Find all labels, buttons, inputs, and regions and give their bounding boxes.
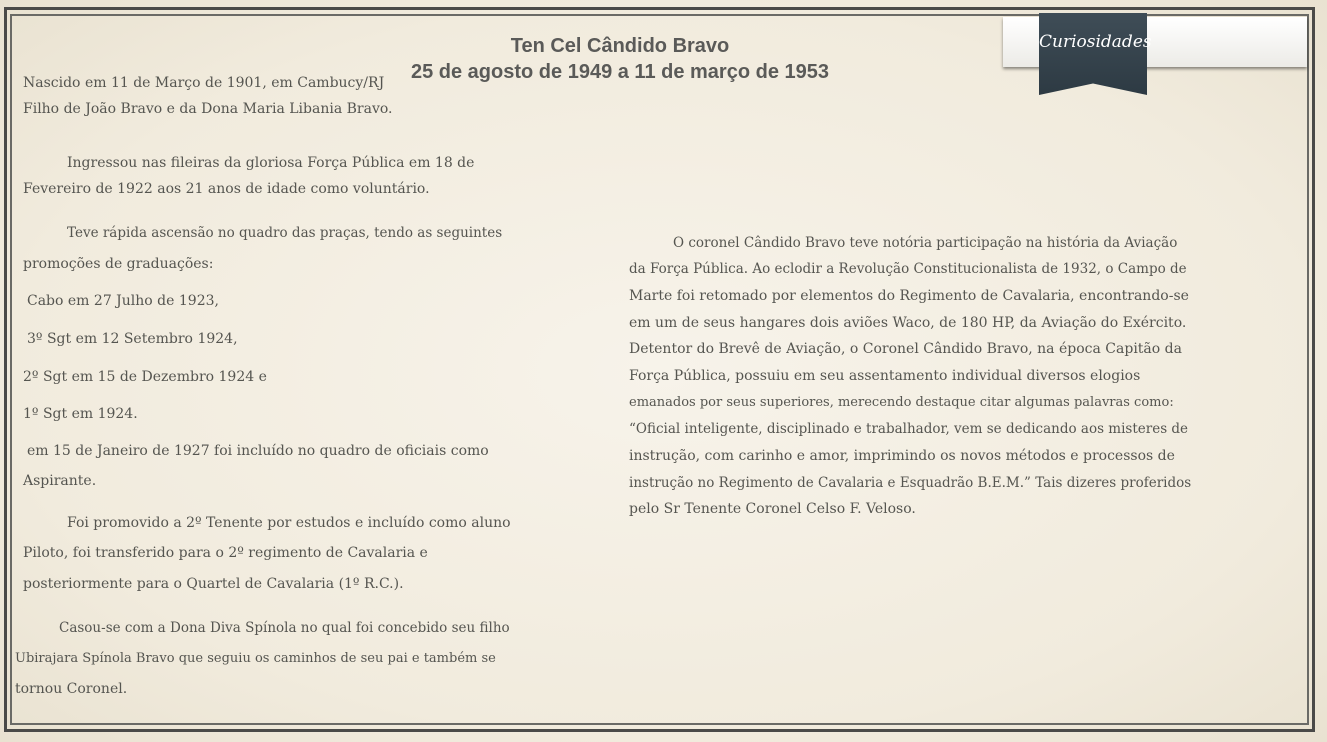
left-text-line: 1º Sgt em 1924. xyxy=(23,406,138,422)
right-text-line: Força Pública, possuiu em seu assentamento individual diversos elogios xyxy=(629,368,1141,384)
left-text-line: 2º Sgt em 15 de Dezembro 1924 e xyxy=(23,369,267,385)
page-title: Ten Cel Cândido Bravo xyxy=(510,35,730,57)
left-text-line: Teve rápida ascensão no quadro das praças, tendo as seguintes xyxy=(67,225,503,241)
left-text-line: Piloto, foi transferido para o 2º regimento de Cavalaria e xyxy=(23,545,428,561)
right-text-line: em um de seus hangares dois aviões Waco, de 180 HP, da Aviação do Exército. xyxy=(629,315,1187,331)
right-text-line: Marte foi retomado por elementos do Regimento de Cavalaria, encontrando-se xyxy=(629,288,1189,304)
bookmark-ribbon-icon xyxy=(1039,13,1152,95)
right-text-line: “Oficial inteligente, disciplinado e trabalhador, vem se dedicando aos misteres de xyxy=(629,421,1189,437)
right-text-line: pelo Sr Tenente Coronel Celso F. Veloso. xyxy=(629,501,916,517)
left-text-line: Nascido em 11 de Março de 1901, em Cambucy/RJ xyxy=(23,75,385,91)
right-text-line: O coronel Cândido Bravo teve notória participação na história da Aviação xyxy=(673,235,1178,251)
left-text-line: posteriormente para o Quartel de Cavalaria (1º R.C.). xyxy=(23,576,404,592)
left-text-line: Aspirante. xyxy=(23,473,97,489)
left-text-line: Cabo em 27 Julho de 1923, xyxy=(27,293,219,309)
left-text-line: Ingressou nas fileiras da gloriosa Força Pública em 18 de xyxy=(67,155,475,171)
right-text-line: instrução no Regimento de Cavalaria e Esquadrão B.E.M.” Tais dizeres proferidos xyxy=(629,475,1192,491)
left-text-line: tornou Coronel. xyxy=(15,681,128,697)
left-text-line: Filho de João Bravo e da Dona Maria Libania Bravo. xyxy=(23,101,393,117)
right-text-line: emanados por seus superiores, merecendo destaque citar algumas palavras como: xyxy=(629,395,1174,410)
left-text-line: Ubirajara Spínola Bravo que seguiu os caminhos de seu pai e também se xyxy=(15,651,496,666)
right-text-line: Detentor do Brevê de Aviação, o Coronel Cândido Bravo, na época Capitão da xyxy=(629,341,1182,357)
left-text-line: Fevereiro de 1922 aos 21 anos de idade como voluntário. xyxy=(23,181,430,197)
left-text-line: Foi promovido a 2º Tenente por estudos e incluído como aluno xyxy=(67,515,511,531)
left-text-line: promoções de graduações: xyxy=(23,256,214,272)
right-text-line: instrução, com carinho e amor, imprimindo os novos métodos e processos de xyxy=(629,448,1175,464)
left-text-line: Casou-se com a Dona Diva Spínola no qual foi concebido seu filho xyxy=(59,620,510,636)
right-text-line: da Força Pública. Ao eclodir a Revolução Constitucionalista de 1932, o Campo de xyxy=(629,261,1187,277)
curiosidades-badge-label: Curiosidades xyxy=(1039,32,1152,52)
page-subtitle-dates: 25 de agosto de 1949 a 11 de março de 1953 xyxy=(410,61,829,83)
left-text-line: 3º Sgt em 12 Setembro 1924, xyxy=(27,331,238,347)
left-text-line: em 15 de Janeiro de 1927 foi incluído no quadro de oficiais como xyxy=(27,443,489,459)
